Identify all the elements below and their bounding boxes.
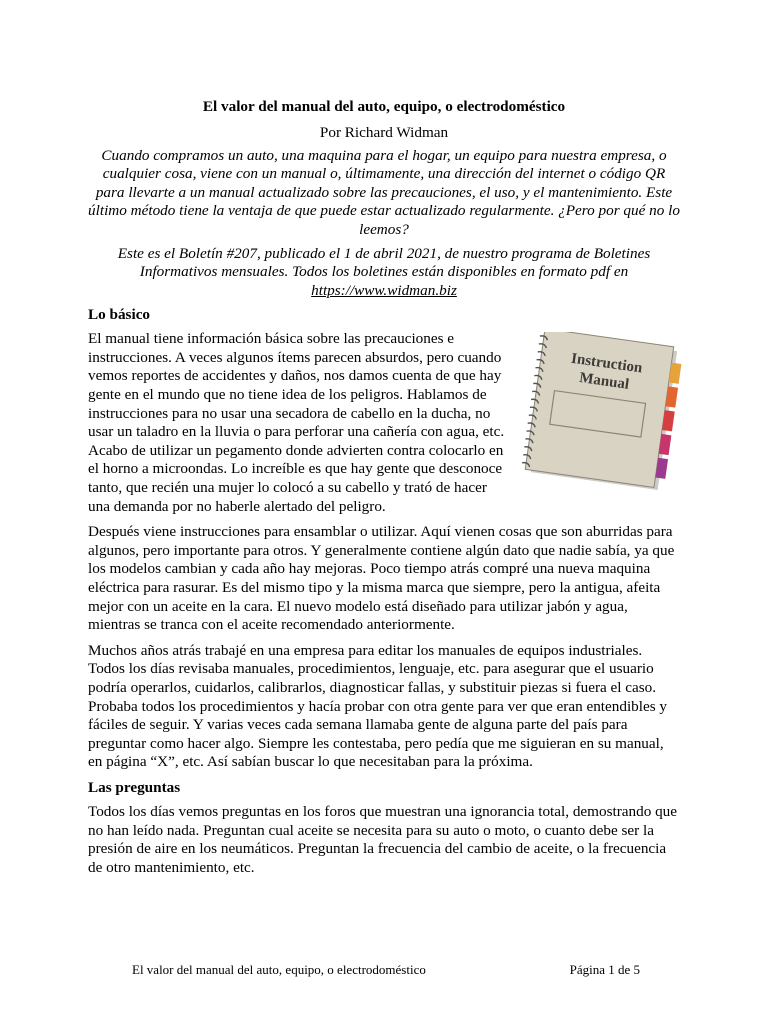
- website-link[interactable]: https://www.widman.biz: [311, 281, 457, 299]
- document-author: Por Richard Widman: [319, 124, 449, 141]
- document-title: El valor del manual del auto, equipo, o electrodoméstico: [202, 98, 566, 115]
- paragraph-basic-1: El manual tiene información básica sobre las precauciones e instrucciones. A veces algunos ítems parecen absurdos, pero cuando vemos reportes de accidentes y daños, nos damos cuenta de que hay gente en el mundo que no tiene idea de los peligros. Hablamos de instrucciones para no usar una secadora de cabello en la ducha, no usar un taladro en la lluvia o para perforar una cañería con agua, etc. Acabo de utilizar un pegamento donde advierten contra colocarlo en el horno a microondas. Lo increíble es que hay gente que desconoce tanto, que recién una mujer lo colocó a su cabello y trató de hacer una demanda por no haberle alertado del peligro.: [88, 330, 505, 515]
- section-heading-questions: Las preguntas: [88, 778, 181, 796]
- document-page: [88, 98, 680, 884]
- image-label-instruction: Instruction: [570, 350, 644, 377]
- intro-paragraph: Cuando compramos un auto, una maquina para el hogar, un equipo para nuestra empresa, o cualquier cosa, viene con un manual o, últimamente, una dirección del internet o código QR para llevarte a un manual actualizado sobre las precauciones, el uso, y el mantenimiento. Este último método tiene la ventaja de que puede estar actualizado regularmente. ¿Pero por qué no lo leemos?: [88, 147, 680, 238]
- paragraph-basic-3: Muchos años atrás trabajé en una empresa para editar los manuales de equipos industriales. Todos los días revisaba manuales, procedimientos, lenguaje, etc. para asegurar que el usuario podría operarlos, cuidarlos, calibrarlos, diagnosticar fallas, y substituir piezas si fuera el caso. Probaba todos los procedimientos y hacía probar con otra gente para ver que eran entendibles y fáciles de seguir. Y varias veces cada semana llamaba gente de alguna parte del país para preguntar como hacer algo. Siempre les contestaba, pero pedía que me siguieran en su manual, en página “X”, etc. Así sabían buscar lo que necesitaban para la próxima.: [88, 641, 668, 771]
- instruction-manual-image: [518, 332, 694, 492]
- section-basic: [88, 330, 680, 772]
- bulletin-note-text: Este es el Boletín #207, publicado el 1 de abril 2021, de nuestro programa de Boletines Informativos mensuales. Todos los boletines están disponibles en formato pdf en: [117, 245, 651, 281]
- paragraph-basic-2: Después viene instrucciones para ensamblar o utilizar. Aquí vienen cosas que son aburridas para algunos, pero importante para otros. Y generalmente contiene algún dato que nadie sabía, ya que los modelos cambian y cada año hay mejoras. Poco tiempo atrás compré una nueva maquina eléctrica para rasurar. Es del mismo tipo y la misma marca que siempre, pero la antigua, afeita mejor con un aceite en la cara. El nuevo modelo está diseñado para utilizar jabón y agua, mientras se tranca con el aceite recomendado anteriormente.: [88, 523, 675, 634]
- paragraph-questions-1: Todos los días vemos preguntas en los foros que muestran una ignorancia total, demostrando que no han leído nada. Preguntan cual aceite se necesita para su auto o moto, o cuanto debe ser la presión de aire en los neumáticos. Preguntan la frecuencia del cambio de aceite, o la frecuencia de otro mantenimiento, etc.: [88, 802, 678, 876]
- image-label-manual: Manual: [578, 370, 631, 394]
- footer-title: El valor del manual del auto, equipo, o electrodoméstico: [132, 962, 426, 977]
- section-heading-basic: Lo básico: [88, 306, 151, 324]
- bulletin-note: [88, 245, 680, 300]
- page-number: Página 1 de 5: [569, 962, 640, 977]
